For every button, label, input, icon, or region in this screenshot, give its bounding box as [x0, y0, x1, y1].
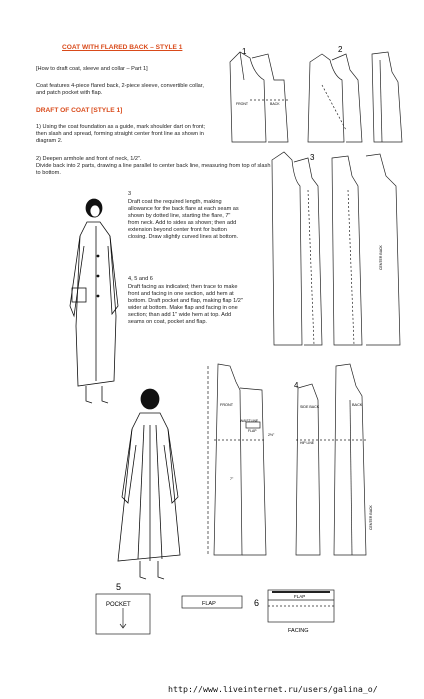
d3-center-back-label: CENTER BACK [379, 245, 383, 270]
step-2a-text: 2) Deepen armhole and front of neck, 1/2". [36, 156, 142, 162]
diagram-3-number: 3 [310, 153, 315, 162]
fashion-figure-front [62, 196, 132, 411]
diagrams-1-2 [222, 40, 422, 155]
diagram-6-number: 6 [254, 598, 260, 608]
step-3-text: Draft coat the required length, making allowance for the back flare at each seam as shown by dotted line, starting the flare, 7" from neck. Add to sides as shown; then add extension beyond center front for button closing. Draw slightly curved lines at bottom. [128, 199, 239, 240]
d4-measure-label: 2½" [268, 433, 275, 437]
d4-center-back-label: CENTER BACK [369, 505, 373, 530]
d5-pocket-label: POCKET [106, 602, 131, 608]
diagrams-5-6 [90, 580, 350, 670]
source-url[interactable]: http://www.liveinternet.ru/users/galina_o/ [168, 684, 378, 694]
d4-back-label: BACK [352, 403, 363, 407]
step-2b-text: Divide back into 2 parts, drawing a line parallel to center back line, measuring from top of slash to bottom. [36, 163, 271, 176]
fashion-figure-back [110, 385, 190, 585]
step-1-text: 1) Using the coat foundation as a guide, mark shoulder dart on front; then slash and spread, forming straight center front line as shown in diagram 2. [36, 124, 206, 144]
page-title: COAT WITH FLARED BACK – STYLE 1 [62, 44, 183, 51]
diagram-3 [262, 150, 422, 350]
step-456-text: Draft facing as indicated; then trace to make front and facing in one section, add hem at bottom. Draft pocket and flap, making flap 1/2" wider at bottom. Make flap and facing in one section; than add 1" wide hem at top. Add seams on coat, pocket and flap. [128, 284, 243, 325]
diagram-1-number: 1 [242, 47, 247, 56]
d4-side-back-label: SIDE BACK [300, 405, 320, 409]
d1-front-label: FRONT [236, 102, 249, 106]
d5-flap-label: FLAP [202, 601, 216, 607]
d1-back-label: BACK [270, 102, 280, 106]
diagram-5-number: 5 [116, 582, 122, 592]
features-text: Coat features 4-piece flared back, 2-piece sleeve, convertible collar, and patch pocket with flap. [36, 83, 204, 96]
d4-flap-label: FLAP [248, 429, 257, 433]
diagram-4 [200, 360, 422, 560]
section-title: DRAFT OF COAT [STYLE 1] [36, 107, 123, 114]
d4-front-label: FRONT [220, 403, 234, 407]
d6-flap-label: FLAP [294, 594, 306, 599]
d4-waistline-label: WAISTLINE [240, 419, 259, 423]
d4-hipline-label: HIP LINE [300, 441, 315, 445]
step-3-number: 3 [128, 191, 132, 197]
diagram-4-number: 4 [294, 381, 299, 390]
step-456-number: 4, 5 and 6 [128, 276, 153, 282]
d4-dim-label: 7" [230, 477, 234, 481]
subtitle: [How to draft coat, sleeve and collar – Part 1] [36, 66, 148, 72]
diagram-2-number: 2 [338, 45, 343, 54]
d6-facing-label: FACING [288, 628, 309, 634]
